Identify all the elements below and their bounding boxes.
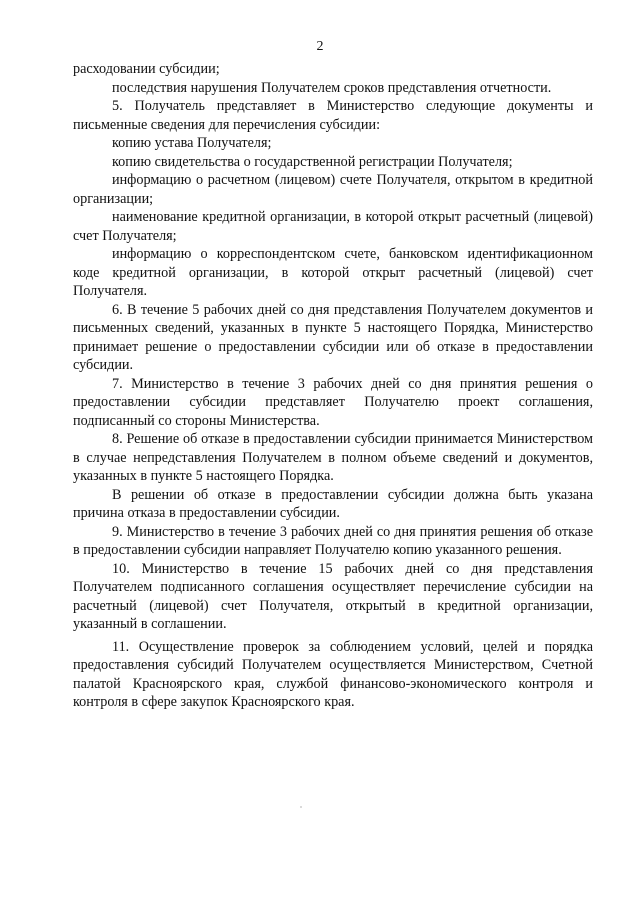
page-number: 2	[316, 39, 324, 54]
paragraph: 11. Осуществление проверок за соблюдением условий, целей и порядка предоставления субсидий Получателем осуществляется Министерством, Счетной палатой Красноярского края, службой финансово-экономического контроля и контроля в сфере закупок Красноярского края.	[73, 638, 593, 710]
paragraph: последствия нарушения Получателем сроков представления отчетности.	[112, 79, 552, 96]
paragraph: информацию о корреспондентском счете, банковском идентификационном коде кредитной организации, в которой открыт расчетный (лицевой) счет Получателя.	[73, 246, 593, 299]
paragraph: В решении об отказе в предоставлении субсидии должна быть указана причина отказа в предоставлении субсидии.	[73, 486, 593, 521]
paragraph: 6. В течение 5 рабочих дней со дня представления Получателем документов и письменных сведений, указанных в пункте 5 настоящего Порядка, Министерство принимает решение о предоставлении субсидии или об отказе в предоставлении субсидии.	[73, 301, 593, 373]
paragraph: 7. Министерство в течение 3 рабочих дней со дня принятия решения о предоставлении субсидии представляет Получателю проект соглашения, подписанный со стороны Министерства.	[73, 375, 593, 429]
document-body	[73, 60, 593, 712]
scan-artifact	[300, 806, 302, 808]
paragraph: 9. Министерство в течение 3 рабочих дней со дня принятия решения об отказе в предоставлении субсидии направляет Получателю копию указанного решения.	[73, 523, 593, 558]
paragraph: копию свидетельства о государственной регистрации Получателя;	[112, 153, 513, 170]
paragraph: копию устава Получателя;	[112, 135, 272, 151]
paragraph: 5. Получатель представляет в Министерство следующие документы и письменные сведения для перечисления субсидии:	[73, 98, 593, 133]
paragraph: информацию о расчетном (лицевом) счете Получателя, открытом в кредитной организации;	[73, 172, 593, 207]
paragraph: расходовании субсидии;	[73, 61, 220, 77]
paragraph: наименование кредитной организации, в которой открыт расчетный (лицевой) счет Получателя;	[73, 209, 593, 244]
paragraph: 8. Решение об отказе в предоставлении субсидии принимается Министерством в случае непредставления Получателем в полном объеме сведений и документов, указанных в пункте 5 настоящего Порядка.	[73, 431, 593, 484]
paragraph: 10. Министерство в течение 15 рабочих дней со дня представления Получателем подписанного соглашения осуществляет перечисление субсидии на расчетный (лицевой) счет Получателя, открытый в кредитной организации, указанный в соглашении.	[73, 560, 593, 632]
